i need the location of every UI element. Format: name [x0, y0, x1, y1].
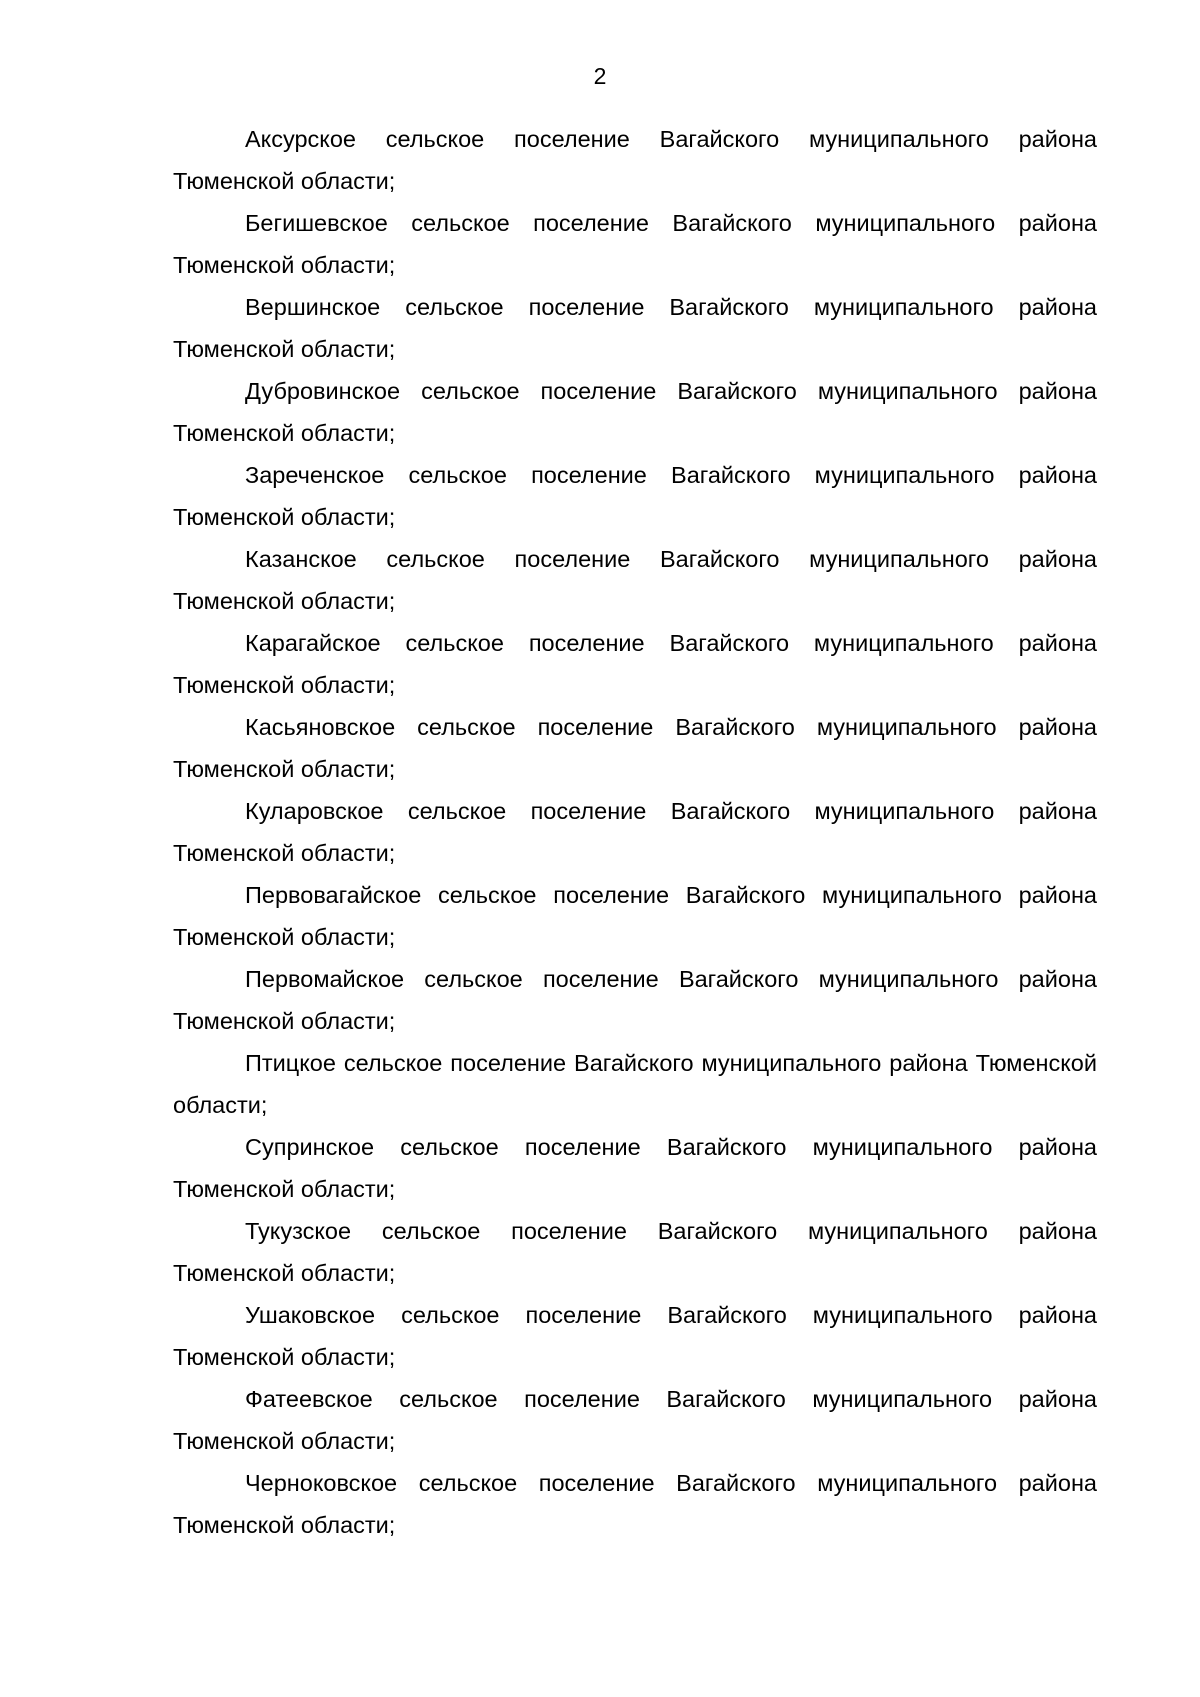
list-item: Зареченское сельское поселение Вагайского муниципального района Тюменской области; [173, 462, 1097, 530]
list-item: Супринское сельское поселение Вагайского муниципального района Тюменской области; [173, 1134, 1097, 1202]
page-number: 2 [593, 63, 607, 89]
list-item: Черноковское сельское поселение Вагайского муниципального района Тюменской области; [173, 1470, 1097, 1538]
list-item: Ушаковское сельское поселение Вагайского муниципального района Тюменской области; [173, 1302, 1097, 1370]
list-item: Казанское сельское поселение Вагайского муниципального района Тюменской области; [173, 546, 1097, 614]
list-item: Касьяновское сельское поселение Вагайского муниципального района Тюменской области; [173, 714, 1097, 782]
list-item: Вершинское сельское поселение Вагайского муниципального района Тюменской области; [173, 294, 1097, 362]
list-item: Первовагайское сельское поселение Вагайского муниципального района Тюменской области; [173, 882, 1097, 950]
list-item: Птицкое сельское поселение Вагайского муниципального района Тюменской области; [173, 1050, 1097, 1118]
list-item: Первомайское сельское поселение Вагайского муниципального района Тюменской области; [173, 966, 1097, 1034]
list-item: Карагайское сельское поселение Вагайского муниципального района Тюменской области; [173, 630, 1097, 698]
settlement-list [173, 118, 1097, 1546]
list-item: Куларовское сельское поселение Вагайского муниципального района Тюменской области; [173, 798, 1097, 866]
list-item: Фатеевское сельское поселение Вагайского муниципального района Тюменской области; [173, 1386, 1097, 1454]
list-item: Тукузское сельское поселение Вагайского муниципального района Тюменской области; [173, 1218, 1097, 1286]
list-item: Аксурское сельское поселение Вагайского муниципального района Тюменской области; [173, 126, 1097, 194]
list-item: Бегишевское сельское поселение Вагайского муниципального района Тюменской области; [173, 210, 1097, 278]
list-item: Дубровинское сельское поселение Вагайского муниципального района Тюменской области; [173, 378, 1097, 446]
